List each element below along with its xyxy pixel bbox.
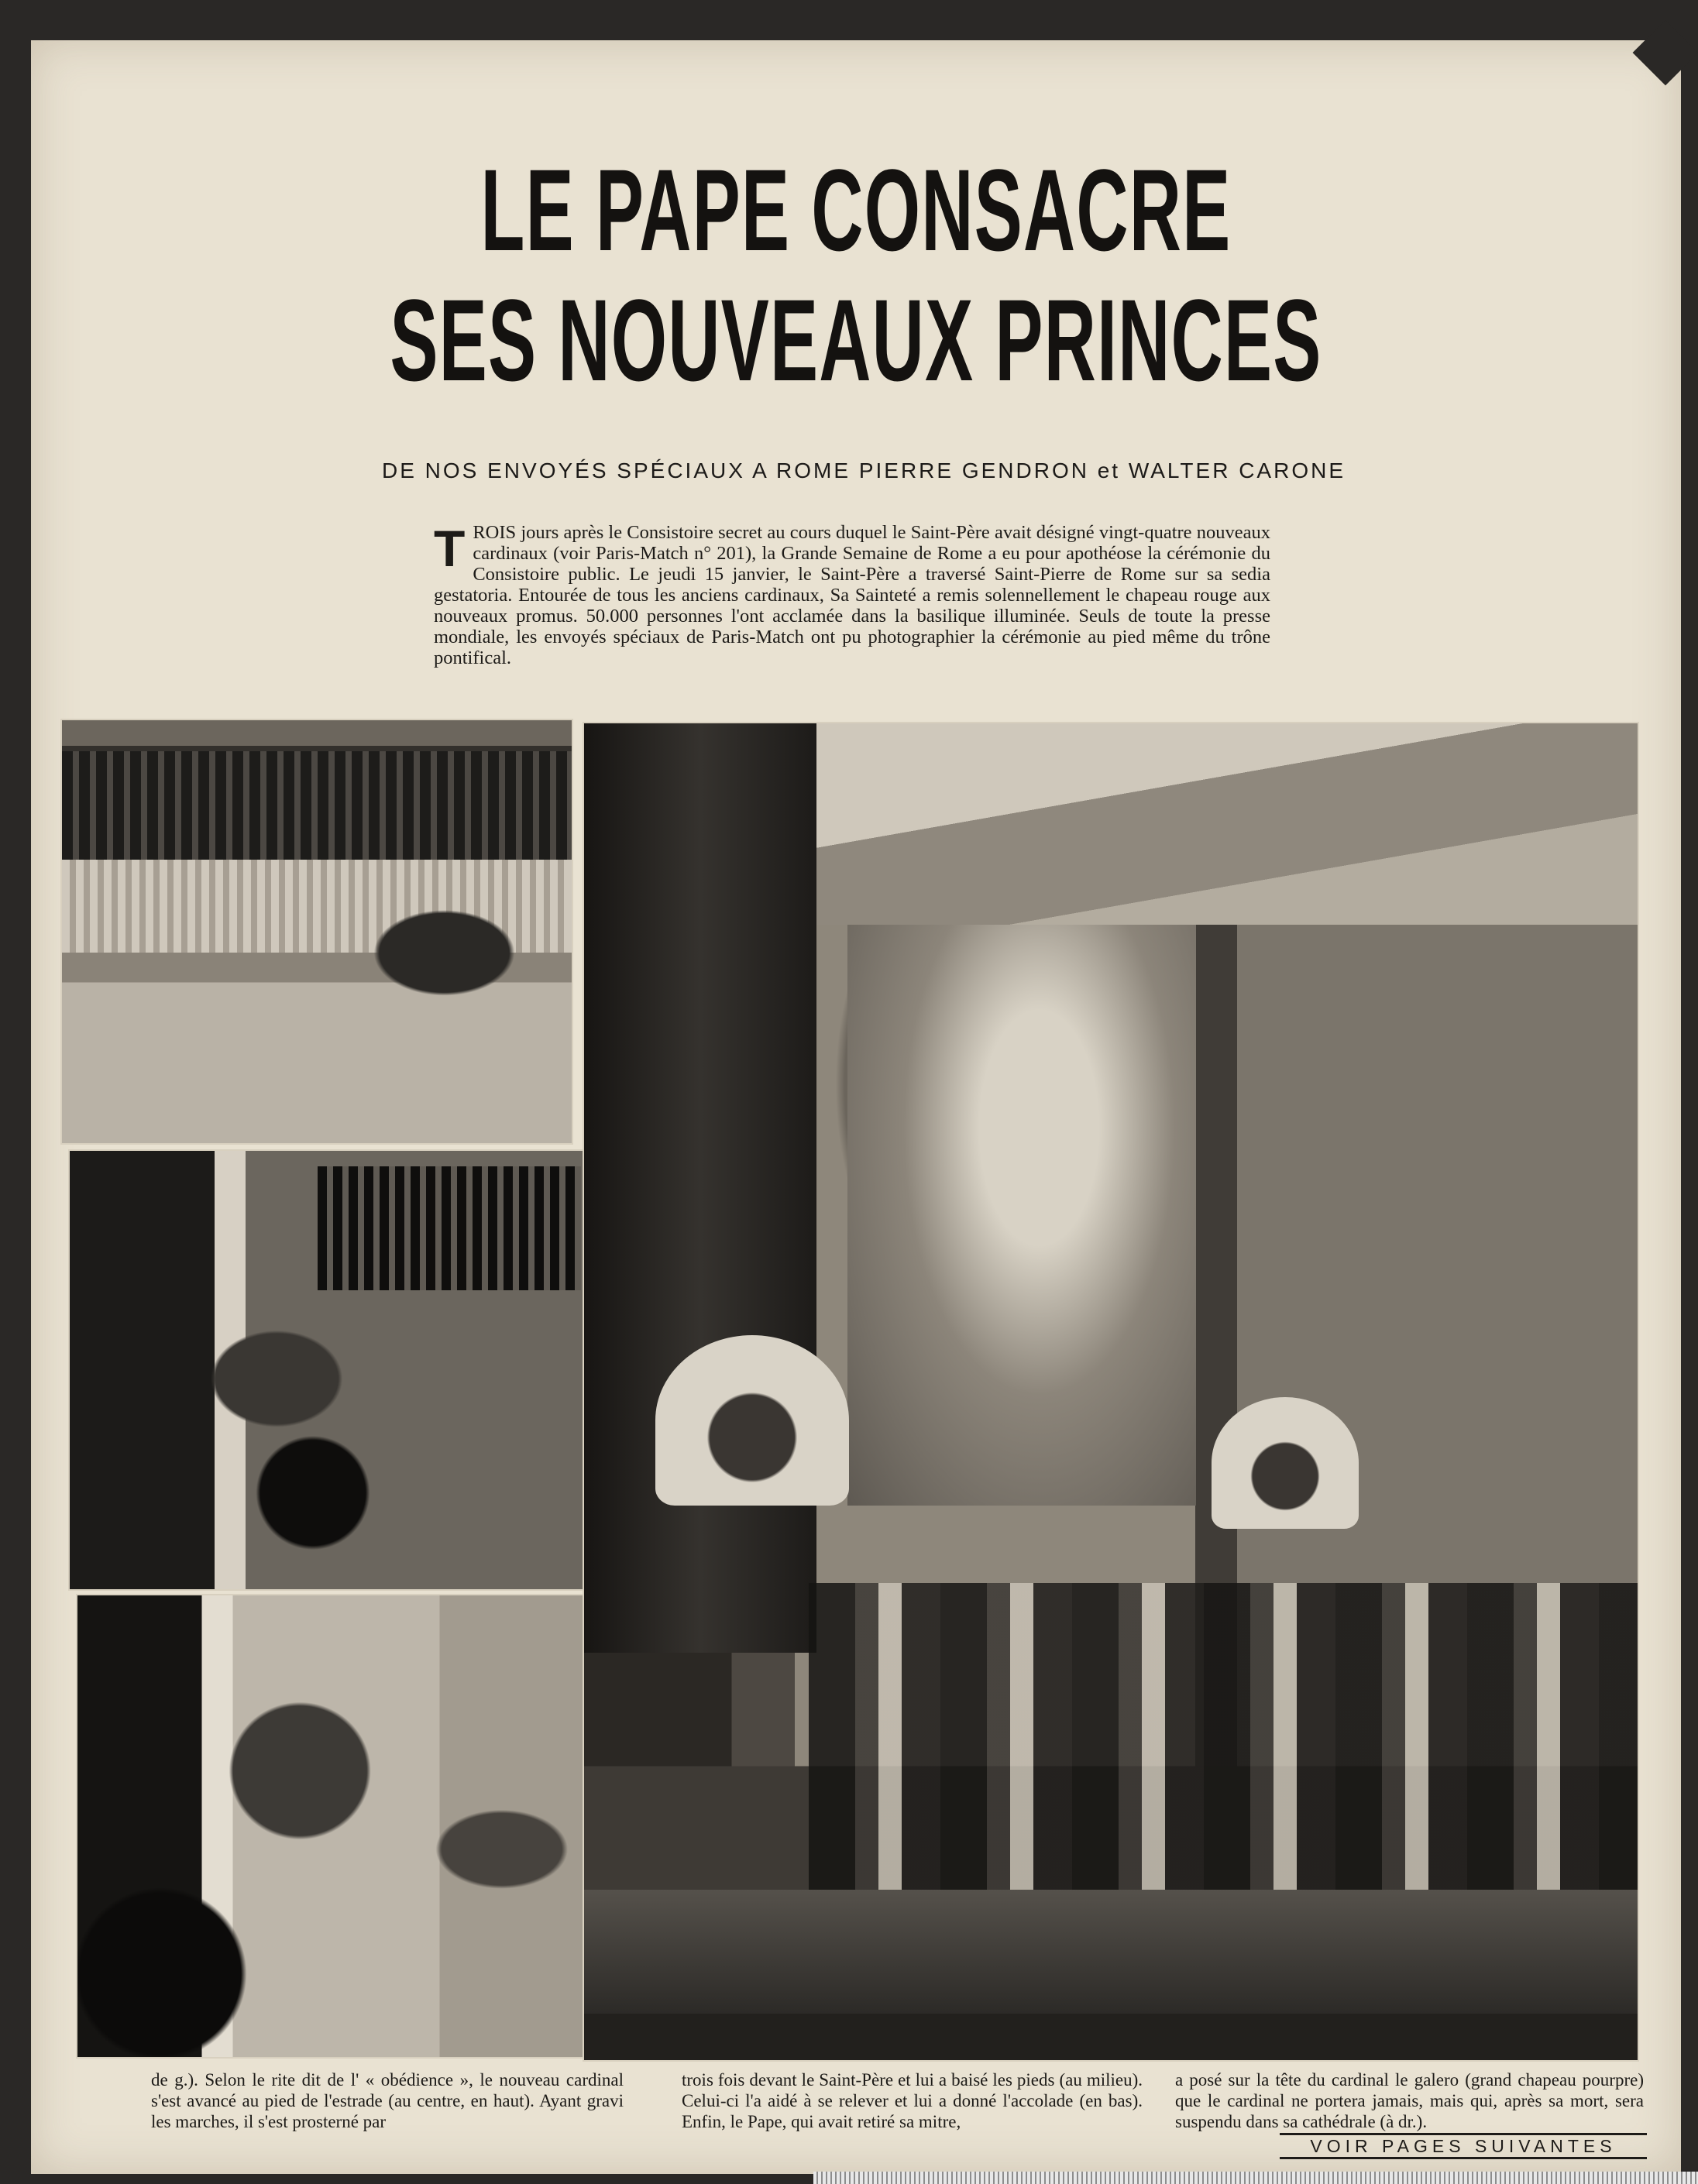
scale-ruler [813,2172,1698,2184]
tapestry [847,925,1196,1506]
intro-paragraph [434,522,1270,668]
intro-text: ROIS jours après le Consistoire secret au cours duquel le Saint-Père avait désigné vingt-quatre nouveaux cardinaux (voir Paris-Match n° 201), la Grande Semaine de Rome a eu pour apothéose la cérémonie du Consistoire public. Le jeudi 15 janvier, le Saint-Père a traversé Saint-Pierre de Rome sur sa sedia gestatoria. Entourée de tous les anciens cardinaux, Sa Sainteté a remis solennellement le chapeau rouge aux nouveaux promus. 50.000 personnes l'ont acclamée dans la basilique illuminée. Seuls de toute la presse mondiale, les envoyés spéciaux de Paris-Match ont pu photographier la cérémonie au pied même du trône pontifical. [434,522,1270,668]
drop-cap: T [434,520,466,577]
curtain-drape [584,723,816,1653]
headline-line-1: LE PAPE CONSACRE [480,145,1232,275]
caption-column-1: de g.). Selon le rite dit de l' « obédience », le nouveau cardinal s'est avancé au pied de l'estrade (au centre, en haut). Ayant gravi les marches, il s'est prosterné par [151,2070,624,2131]
headline-line-2: SES NOUVEAUX PRINCES [390,275,1322,405]
photo-cardinals-assembly [60,719,573,1145]
flabellum-right [1212,1397,1359,1529]
caption-column-2: trois fois devant le Saint-Père et lui a baisé les pieds (au milieu). Celui-ci l'a aidé à se relever et lui a donné l'accolade (en bas). Enfin, le Pape, qui avait retiré sa mitre, [682,2070,1143,2131]
photo-papal-throne [583,722,1639,2062]
flabellum-left [655,1335,849,1506]
photo-prostration [68,1149,589,1591]
canopy [685,723,1638,925]
headline [345,145,1368,405]
throne-platform [584,1890,1638,2014]
byline: DE NOS ENVOYÉS SPÉCIAUX A ROME PIERRE GENDRON et WALTER CARONE [382,458,1346,482]
magazine-page [31,40,1681,2174]
continue-label: VOIR PAGES SUIVANTES [1280,2133,1647,2159]
photo-accolade [76,1594,596,2059]
caption-column-3: a posé sur la tête du cardinal le galero (grand chapeau pourpre) que le cardinal ne portera jamais, mais qui, après sa mort, sera suspendu dans sa cathédrale (à dr.). [1175,2070,1644,2131]
